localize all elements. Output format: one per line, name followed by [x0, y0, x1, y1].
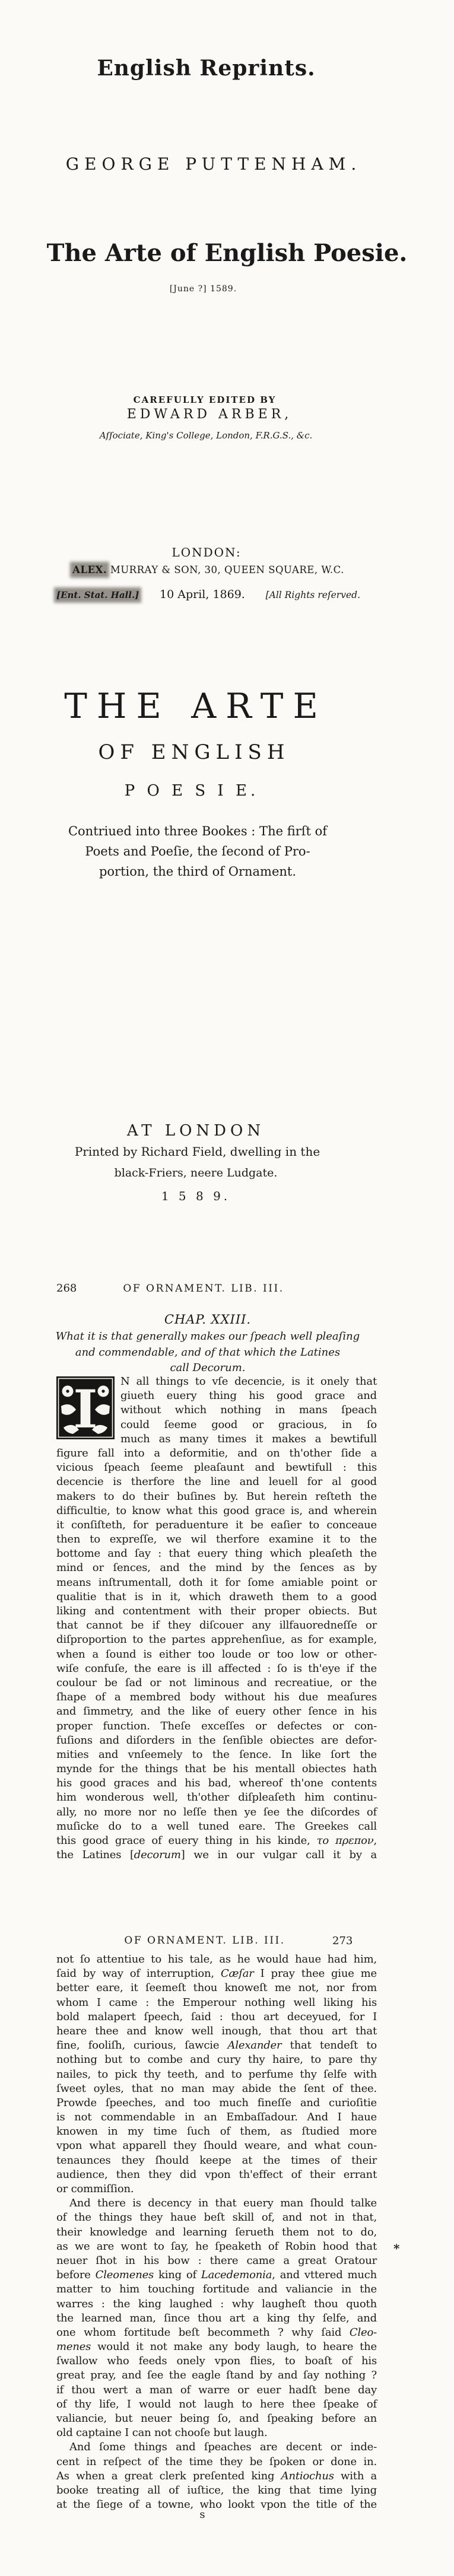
text-line: coulour be ſad or not liminous and recreatiue, or the: [56, 1676, 377, 1689]
text-line: And there is decency in that euery man ſhould talke: [69, 2197, 377, 2210]
publication-date-original: [June ?] 1589.: [169, 284, 237, 294]
text-line: proper function. Theſe exceſſes or defectes or con-: [56, 1719, 377, 1732]
text-line: makers to do their buſines by. But herein reſteth the: [56, 1490, 377, 1503]
text-line: bold malapert ſpeech, ſaid : thou art deceyued, for I: [56, 2010, 377, 2023]
text-line: portion, the third of Ornament.: [99, 864, 297, 879]
text-line: the learned man, ſince thou art a king thy ſelfe, and: [56, 2311, 377, 2324]
text-line: ſhape of a membred body without his due meaſures: [56, 1691, 377, 1704]
text-line: N all things to vſe decencie, is it onely that: [120, 1375, 377, 1388]
text-line: wiſe confuſe, the eare is ill affected : ſo is th'eye if the: [56, 1662, 377, 1675]
edited-by-label: CAREFULLY EDITED BY: [133, 395, 277, 405]
text-line: when a ſound is either too loude or too low or other-: [56, 1648, 377, 1661]
signature-mark: s: [199, 2508, 205, 2521]
text-line: means inſtrumentall, doth it for ſome amiable point or: [56, 1576, 377, 1589]
imprint-printer: Printed by Richard Field, dwelling in the: [74, 1144, 320, 1159]
author-name: GEORGE PUTTENHAM.: [65, 154, 362, 174]
text-line: vpon what apparell they ſhould weare, and what coun-: [56, 2139, 377, 2152]
text-line: or commiſſion.: [56, 2183, 134, 2195]
publisher-address: MURRAY & SON, 30, QUEEN SQUARE, W.C.: [107, 564, 344, 575]
text-line: neuer ſhot in his bow : there came a great Oratour: [56, 2254, 377, 2267]
publisher-name-smudged: ALEX.: [72, 564, 107, 575]
editor-credentials: Aſſociate, King's College, London, F.R.G.S., &c.: [99, 430, 313, 441]
text-line: What it is that generally makes our ſpeach well pleaſing: [55, 1330, 360, 1343]
text-line: of thy life, I would not laugh to here thee ſpeake of: [56, 2397, 377, 2410]
text-line: valiancie, but neuer being ſo, and ſpeaking before an: [56, 2412, 377, 2425]
text-line: this good grace of euery thing in his kinde, το πρεπον,: [56, 1834, 377, 1847]
text-line: his good graces and his bad, whereof th'one contents: [56, 1777, 377, 1790]
text-line: tenaunces they ſhould keepe at the times of their: [56, 2154, 377, 2167]
text-line: then to expreſſe, we wil therfore examine it to the: [56, 1533, 377, 1546]
text-line: better eare, it ſeemeſt thou knoweſt me not, nor from: [56, 1982, 377, 1995]
text-line: if thou wert a man of warre or euer hadſt bene day: [56, 2383, 377, 2396]
margin-asterisk: *: [393, 2241, 400, 2256]
main-title-line2: OF ENGLISH: [98, 740, 290, 764]
city-line: LONDON:: [172, 545, 242, 559]
text-line: and commendable, and of that which the Latines: [75, 1346, 341, 1359]
text-line: nothing but to combe and cury thy haire, to pare thy: [56, 2053, 377, 2066]
text-line: audience, then they did vpon th'effect of their errant: [56, 2168, 377, 2181]
text-line: call Decorum.: [170, 1362, 246, 1374]
main-title-line3: P O E S I E.: [124, 782, 259, 800]
text-line: him wonderous well, th'other diſpleaſeth him continu-: [56, 1791, 377, 1804]
page-number-273: 273: [332, 1935, 353, 1947]
imprint-at-london: AT LONDON: [126, 1122, 265, 1140]
text-line: one whom fortitude beſt becommeth ? why ſaid Cleo-: [56, 2326, 377, 2339]
main-title-line1: THE ARTE: [64, 686, 328, 726]
running-head-268: OF ORNAMENT. LIB. III.: [123, 1283, 284, 1295]
publisher-line: [56, 564, 360, 575]
text-line: warres : the king laughed : why laugheſt thou quoth: [56, 2297, 377, 2310]
text-line: Contriued into three Bookes : The firſt of: [68, 824, 328, 838]
work-title: The Arte of English Poesie.: [46, 239, 408, 267]
text-line: menes would it not make any body laugh, to heare the: [56, 2340, 377, 2354]
text-line: decencie is therfore the line and leuell for al good: [56, 1475, 377, 1489]
imprint-year: 1 5 8 9.: [161, 1189, 231, 1203]
text-line: at the ſiege of a towne, who lookt vpon the title of the: [56, 2498, 377, 2511]
text-line: their knowledge and learning ſerueth them not to do,: [56, 2225, 377, 2238]
text-line: bottome and ſay : that euery thing which pleaſeth the: [56, 1547, 377, 1560]
page-number-268: 268: [56, 1282, 77, 1295]
rights-notice: [All Rights reſerved.: [265, 590, 360, 600]
text-line: muſicke do to a well tuned eare. The Greekes call: [56, 1820, 377, 1833]
text-line: difficultie, to know what this good grace is, and wherein: [56, 1504, 377, 1517]
chapter-summary: [47, 1329, 368, 1376]
stationers-hall-note: [Ent. Stat. Hall.]: [56, 590, 139, 600]
text-line: whom I came : the Emperour nothing well liking his: [56, 1996, 377, 2009]
text-line: heare thee and know well inough, that thou art that: [56, 2024, 377, 2037]
text-line: of the things they haue beſt skill of, and not in that,: [56, 2211, 377, 2224]
text-line: ſwallow who feeds onely vpon flies, to boaſt of his: [56, 2355, 377, 2368]
chapter-heading: CHAP. XXIII.: [164, 1312, 252, 1327]
text-line: not ſo attentiue to his tale, as he would haue had him,: [56, 1953, 377, 1966]
text-line: ſaid by way of interruption, Cæſar I pray thee giue me: [56, 1967, 377, 1980]
text-line: the Latines [decorum] we in our vulgar call it by a: [56, 1849, 377, 1862]
text-line: fine, fooliſh, curious, ſawcie Alexander that tendeſt to: [56, 2039, 377, 2052]
text-line: figure fall into a deformitie, and on th'other ſide a: [56, 1446, 377, 1459]
title-subtitle: [37, 821, 358, 882]
text-line: mynde for the things that be his mentall obiectes hath: [56, 1763, 377, 1776]
text-line: liking and contentment with their proper obiects. But: [56, 1605, 377, 1617]
text-line: booke treating all of iuſtice, the king that time lying: [56, 2483, 377, 2497]
reprint-date: 10 April, 1869.: [160, 588, 245, 601]
text-line: much as many times it makes a bewtifull: [120, 1432, 377, 1445]
text-line: that cannot be if they diſcouer any illfauoredneſſe or: [56, 1619, 377, 1632]
text-line: old captaine I can not chooſe but laugh.: [56, 2426, 268, 2440]
text-line: diſproportion to the partes apprehenſiue, as for example,: [56, 1633, 377, 1646]
text-line: mind or ſences, and the mind by the ſences as by: [56, 1561, 377, 1575]
running-head-273: OF ORNAMENT. LIB. III.: [124, 1935, 285, 1947]
text-line: great pray, and ſee the eagle ſtand by and ſay nothing ?: [56, 2369, 377, 2382]
text-line: cent in reſpect of the time they be ſpoken or done in.: [56, 2455, 377, 2468]
text-line: matter to him touching fortitude and valiancie in the: [56, 2283, 377, 2296]
text-line: Poets and Poeſie, the ſecond of Pro-: [85, 844, 310, 858]
text-line: Prowde ſpeeches, and too much fineſſe and curioſitie: [56, 2096, 377, 2109]
text-line: ſweet oyles, that no man may abide the ſent of thee.: [56, 2082, 377, 2095]
imprint-location: black-Friers, neere Ludgate.: [114, 1166, 278, 1179]
body-text-273: [56, 1952, 377, 2512]
text-line: without which nothing in mans ſpeach: [120, 1404, 377, 1417]
text-line: ally, no more nor no leſſe then ye ſee the diſcordes of: [56, 1805, 377, 1818]
text-line: qualitie that is in it, which draweth them to a good: [56, 1590, 377, 1603]
text-line: could ſeeme good or gracious, in ſo: [120, 1418, 377, 1431]
text-line: giueth euery thing his good grace and: [120, 1389, 377, 1403]
text-line: and ſimmetry, and the like of euery other ſence in his: [56, 1705, 377, 1718]
text-line: And ſome things and ſpeaches are decent or inde-: [69, 2441, 377, 2454]
body-text-268: [56, 1375, 377, 1862]
text-line: mities and vnſeemely to the ſence. In like ſort the: [56, 1748, 377, 1761]
text-line: is not commendable in an Embaſſadour. And I haue: [56, 2111, 377, 2124]
text-line: before Cleomenes king of Lacedemonia, and vttered much: [56, 2269, 377, 2282]
editor-name: EDWARD ARBER,: [126, 407, 293, 422]
text-line: vicious ſpeach ſeeme pleaſaunt and bewtifull : this: [56, 1461, 377, 1474]
text-line: it conſiſteth, for peraduenture it be eaſier to conceaue: [56, 1518, 377, 1531]
imprint-row: [56, 588, 360, 601]
series-title: English Reprints.: [97, 56, 316, 81]
text-line: as we are wont to ſay, he ſpeaketh of Robin hood that: [56, 2240, 377, 2253]
text-line: knowen in my time ſuch of them, as ſtudied more: [56, 2125, 377, 2138]
text-line: fuſions and diſorders in the ſenſible obiectes are defor-: [56, 1734, 377, 1747]
drop-cap-letter: I: [73, 1378, 98, 1439]
text-line: nailes, to pick thy teeth, and to perfume thy ſelfe with: [56, 2068, 377, 2081]
text-line: As when a great clerk preſented king Antiochus with a: [56, 2469, 377, 2482]
